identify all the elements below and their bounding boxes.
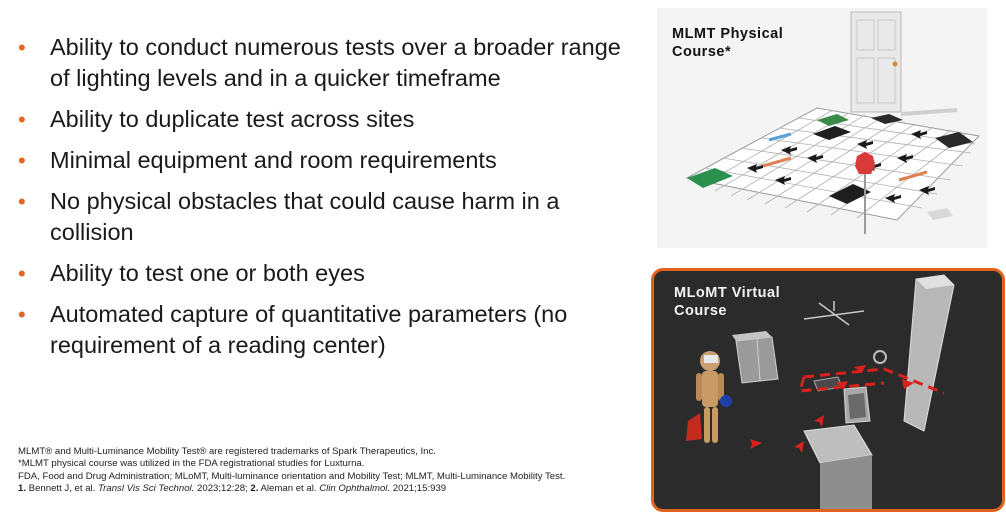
bullet-text: Minimal equipment and room requirements (50, 147, 497, 173)
pillar-icon (904, 275, 954, 431)
bullet-marker: • (18, 35, 26, 60)
bullet-item (18, 299, 630, 361)
physical-caption-line: Course* (672, 44, 732, 60)
bullet-text: Ability to conduct numerous tests over a broader range of lighting levels and in a quicker timeframe (50, 34, 621, 91)
bullet-marker: • (18, 261, 26, 286)
virtual-caption-line: Course (674, 303, 727, 319)
bullet-text: Ability to test one or both eyes (50, 260, 365, 286)
abbreviations-note: FDA, Food and Drug Administration; MLoMT, Multi-luminance orientation and Mobility Test; MLMT, Multi-Luminance Mobility Test. (18, 470, 566, 482)
bullet-text: Automated capture of quantitative parameters (no requirement of a reading center) (50, 301, 568, 358)
physical-course-figure (657, 8, 987, 248)
virtual-caption-line: MLoMT Virtual (674, 285, 781, 301)
bullet-item (18, 186, 630, 248)
bullet-marker: • (18, 148, 26, 173)
bullet-text: No physical obstacles that could cause harm in a collision (50, 188, 560, 245)
ref1-number: 1. (18, 483, 27, 495)
trademark-note: MLMT® and Multi-Luminance Mobility Test® are registered trademarks of Spark Therapeutics, Inc. (18, 446, 436, 457)
ref2-detail: 2021;15:939 (390, 483, 447, 495)
bullet-marker: • (18, 107, 26, 132)
bullet-item (18, 258, 630, 289)
ref2-authors: Aleman et al. (258, 483, 320, 495)
bullet-marker: • (18, 189, 26, 214)
references (18, 483, 638, 495)
bullet-item (18, 32, 630, 94)
bullet-list (18, 32, 630, 371)
bullet-item (18, 104, 630, 135)
virtual-course-figure (651, 268, 1005, 512)
bullet-text: Ability to duplicate test across sites (50, 106, 415, 132)
physical-course-caption (672, 25, 783, 61)
physical-course-note: *MLMT physical course was utilized in the FDA registrational studies for Luxturna. (18, 458, 365, 470)
virtual-course-caption (674, 284, 780, 320)
ref1-detail: 2023;12:28; (194, 483, 251, 495)
course-floor (687, 108, 979, 220)
ref2-journal: Clin Ophthalmol. (319, 483, 391, 495)
ceiling-fan-icon (804, 301, 864, 325)
ref1-journal: Transl Vis Sci Technol. (98, 483, 195, 495)
bullet-marker: • (18, 302, 26, 327)
physical-caption-line: MLMT Physical (672, 26, 784, 42)
footnotes (18, 446, 638, 496)
bullet-item (18, 145, 630, 176)
mannequin-icon (686, 351, 732, 443)
ref2-number: 2. (250, 483, 259, 495)
ref1-authors: Bennett J, et al. (26, 483, 99, 495)
